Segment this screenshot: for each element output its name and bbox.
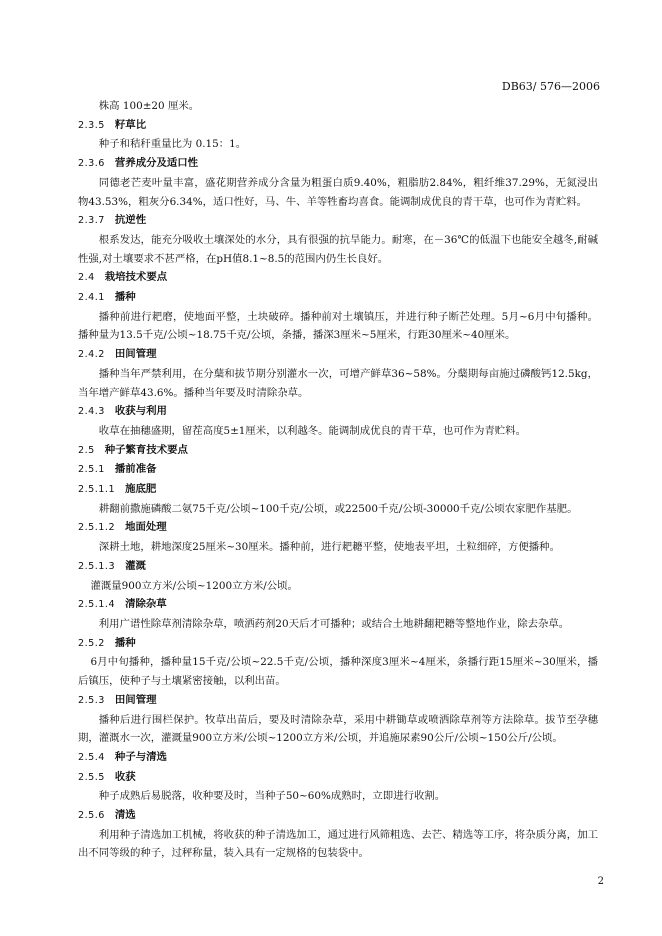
- section-number: 2.5.1.3: [78, 560, 116, 572]
- section-heading: [78, 268, 598, 288]
- section-title: 播种: [114, 291, 136, 304]
- section-title: 收获与利用: [114, 405, 167, 418]
- section-heading: [78, 806, 598, 826]
- section-title: 播前准备: [114, 463, 157, 476]
- section-title: 施底肥: [125, 483, 157, 496]
- section-number: 2.4.3: [78, 406, 105, 418]
- section-title: 田间管理: [114, 348, 157, 361]
- paragraph: 种子和秸秆重量比为 0.15：1。: [98, 138, 247, 151]
- section-number: 2.5.1.1: [78, 484, 116, 496]
- section-heading: [78, 557, 598, 577]
- section-number: 2.5.2: [78, 637, 105, 649]
- section-title: 栽培技术要点: [104, 271, 168, 284]
- section-number: 2.5.6: [78, 810, 105, 822]
- section-number: 2.3.7: [78, 215, 105, 227]
- section-heading: [78, 441, 598, 461]
- section-heading: [78, 748, 598, 768]
- section-title: 种子与清选: [114, 750, 167, 763]
- section-title: 清除杂草: [125, 598, 167, 611]
- section-number: 2.5.5: [78, 771, 105, 783]
- section-title: 抗逆性: [114, 214, 147, 227]
- section-heading: [78, 288, 598, 308]
- paragraph: 同德老芒麦叶量丰富，盛花期营养成分含量为粗蛋白质9.40%，粗脂肪2.84%，粗纤维37.29%，无氮浸出物43.53%，粗灰分6.34%，适口性好，马、牛、羊等牲畜均喜食。能调制成优良的青干草，也可作为青贮料。: [78, 176, 598, 208]
- section-title: 播种: [114, 636, 136, 649]
- section-heading: [78, 116, 598, 136]
- paragraph: 播种当年严禁利用，在分蘖和拔节期分别灌水一次，可增产鲜草36~58%。分蘖期每亩施过磷酸钙12.5kg，当年增产鲜草43.6%。播种当年要及时清除杂草。: [78, 367, 598, 399]
- section-title: 营养成分及适口性: [114, 157, 199, 170]
- section-heading: [78, 518, 598, 538]
- paragraph: 根系发达，能充分吸收土壤深处的水分，具有很强的抗旱能力。耐寒，在－36℃的低温下也能安全越冬,耐碱性强,对土壤要求不甚严格，在pH值8.1~8.5的范围内仍生长良好。: [78, 233, 598, 265]
- section-number: 2.5.4: [78, 751, 105, 763]
- section-heading: [78, 460, 598, 480]
- paragraph: 利用种子清选加工机械，将收获的种子清选加工，通过进行风筛粗选、去芒、精选等工序，将杂质分离，加工出不同等级的种子，过秤称量，装入具有一定规格的包装袋中。: [78, 828, 598, 860]
- section-title: 清选: [114, 809, 136, 822]
- paragraph: 灌溉量900立方米/公顷~1200立方米/公顷。: [90, 579, 298, 592]
- section-heading: [78, 634, 598, 654]
- section-number: 2.3.5: [78, 119, 105, 131]
- section-heading: [78, 345, 598, 365]
- document-code: DB63/ 576—2006: [501, 80, 600, 93]
- section-number: 2.5.1.4: [78, 599, 116, 611]
- page-number: 2: [597, 876, 604, 887]
- paragraph: 株高 100±20 厘米。: [98, 100, 200, 112]
- section-heading: [78, 768, 598, 788]
- paragraph: 收草在抽穗盛期，留茬高度5±1厘米，以利越冬。能调制成优良的青干草，也可作为青贮料。: [98, 424, 526, 437]
- paragraph: 深耕土地，耕地深度25厘米~30厘米。播种前，进行耙耱平整，使地表平坦，土粒细碎，方便播种。: [98, 541, 560, 554]
- section-title: 籽草比: [114, 118, 147, 131]
- section-heading: [78, 211, 598, 231]
- section-title: 灌溉: [125, 559, 146, 572]
- section-title: 田间管理: [114, 693, 157, 706]
- section-title: 地面处理: [125, 521, 167, 534]
- section-number: 2.5: [78, 444, 95, 456]
- section-number: 2.5.1.2: [78, 522, 116, 534]
- section-number: 2.4.2: [78, 349, 105, 361]
- section-title: 种子繁育技术要点: [104, 443, 188, 456]
- section-number: 2.5.3: [78, 694, 105, 706]
- section-number: 2.4.1: [78, 292, 105, 304]
- document-body: [78, 97, 598, 863]
- section-number: 2.5.1: [78, 464, 105, 476]
- section-heading: [78, 480, 598, 500]
- section-heading: [78, 691, 598, 711]
- paragraph: 6月中旬播种，播种量15千克/公顷~22.5千克/公顷，播种深度3厘米~4厘米，条播行距15厘米~30厘米，播后镇压，使种子与土壤紧密接触，以利出苗。: [78, 656, 598, 688]
- section-number: 2.3.6: [78, 158, 105, 170]
- section-heading: [78, 595, 598, 615]
- section-heading: [78, 154, 598, 174]
- section-heading: [78, 402, 598, 422]
- paragraph: 利用广谱性除草剂清除杂草，喷洒药剂20天后才可播种；或结合土地耕翻耙耱等整地作业，除去杂草。: [98, 617, 570, 630]
- section-number: 2.4: [78, 272, 95, 284]
- paragraph: 种子成熟后易脱落，收种要及时，当种子50~60%成熟时，立即进行收割。: [98, 790, 446, 803]
- paragraph: 播种后进行围栏保护。牧草出苗后，要及时清除杂草，采用中耕锄草或喷洒除草剂等方法除草。拔节至孕穗期，灌溉水一次，灌溉量900立方米/公顷~1200立方米/公顷，并追施尿素90公斤/公顷~150公斤/公顷。: [78, 713, 598, 745]
- section-title: 收获: [114, 770, 136, 783]
- paragraph: 播种前进行耙磨，使地面平整，土块破碎。播种前对土壤镇压，并进行种子断芒处理。5月~6月中旬播种。播种量为13.5千克/公顷~18.75千克/公顷，条播，播深3厘米~5厘米，行距30厘米~40厘米。: [78, 310, 598, 342]
- paragraph: 耕翻前撒施磷酸二氨75千克/公顷~100千克/公顷，或22500千克/公顷-30000千克/公顷农家肥作基肥。: [98, 502, 578, 515]
